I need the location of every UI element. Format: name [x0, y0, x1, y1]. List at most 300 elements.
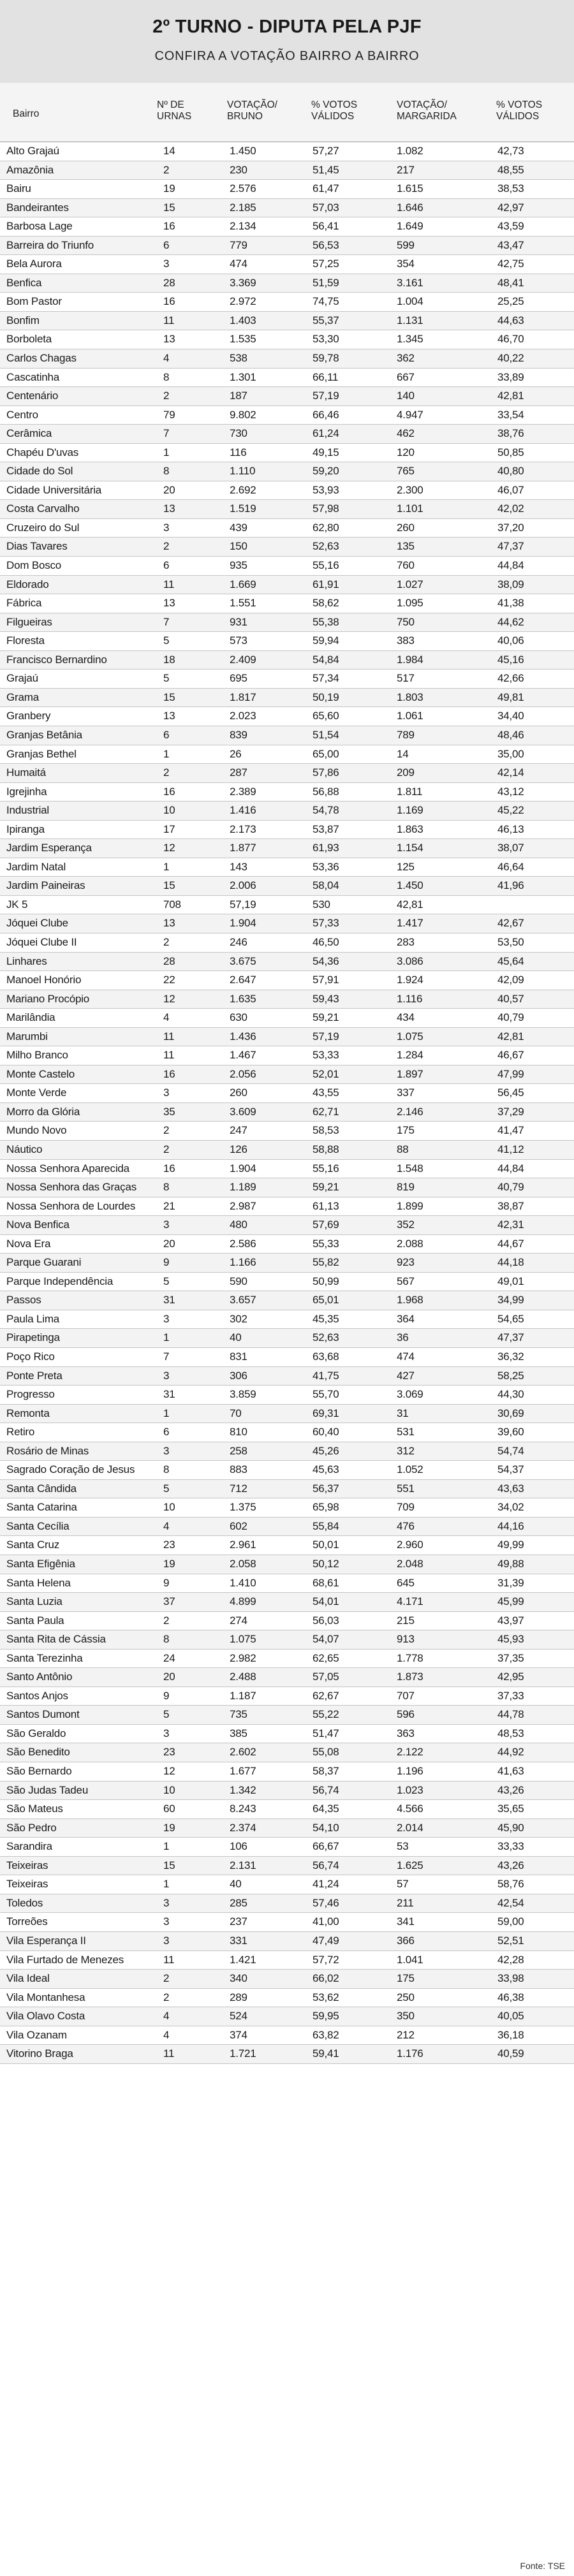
cell-votacao-margarida: 1.899	[397, 1199, 423, 1212]
cell-bairro: Benfica	[6, 276, 42, 289]
cell-votacao-margarida: 135	[397, 540, 415, 553]
cell-pct-margarida: 43,47	[497, 238, 524, 251]
cell-urnas: 1	[163, 1840, 170, 1853]
cell-pct-margarida: 34,40	[497, 710, 524, 722]
column-header-urnas: Nº DE URNAS	[157, 99, 192, 122]
table-row	[0, 199, 574, 218]
cell-pct-bruno: 61,93	[313, 842, 339, 854]
cell-votacao-bruno: 712	[230, 1482, 247, 1495]
cell-votacao-bruno: 2.576	[230, 182, 256, 195]
table-row	[0, 858, 574, 877]
cell-bairro: Santo Antônio	[6, 1671, 73, 1683]
cell-votacao-bruno: 2.961	[230, 1539, 256, 1551]
cell-votacao-margarida: 250	[397, 1991, 415, 2003]
cell-pct-margarida: 38,76	[497, 427, 524, 440]
table-row	[0, 500, 574, 519]
cell-pct-bruno: 58,53	[313, 1124, 339, 1137]
cell-votacao-bruno: 2.972	[230, 295, 256, 308]
cell-bairro: Barbosa Lage	[6, 220, 73, 233]
cell-votacao-bruno: 40	[230, 1878, 242, 1891]
cell-votacao-bruno: 237	[230, 1915, 247, 1928]
column-header-pct-margarida: % VOTOS VÁLIDOS	[496, 99, 543, 122]
cell-pct-bruno: 65,00	[313, 747, 339, 760]
cell-pct-margarida: 42,09	[497, 974, 524, 986]
cell-pct-margarida: 43,12	[497, 785, 524, 798]
cell-votacao-margarida: 2.960	[397, 1539, 423, 1551]
cell-votacao-margarida: 4.947	[397, 408, 423, 421]
cell-pct-margarida: 31,39	[497, 1576, 524, 1589]
cell-pct-bruno: 59,21	[313, 1011, 339, 1024]
cell-votacao-margarida: 750	[397, 615, 415, 628]
cell-votacao-margarida: 923	[397, 1256, 415, 1269]
cell-pct-bruno: 50,99	[313, 1275, 339, 1287]
table-row	[0, 1235, 574, 1254]
table-row	[0, 914, 574, 933]
cell-votacao-margarida: 1.803	[397, 691, 423, 703]
cell-votacao-bruno: 385	[230, 1727, 247, 1739]
cell-pct-margarida: 43,26	[497, 1859, 524, 1871]
table-row	[0, 369, 574, 388]
cell-pct-margarida: 46,13	[497, 823, 524, 835]
table-row	[0, 142, 574, 161]
cell-votacao-bruno: 374	[230, 2028, 247, 2041]
cell-pct-bruno: 55,16	[313, 1162, 339, 1175]
table-row	[0, 1498, 574, 1518]
cell-pct-bruno: 66,02	[313, 1972, 339, 1985]
cell-pct-bruno: 61,47	[313, 182, 339, 195]
cell-pct-margarida: 58,25	[497, 1369, 524, 1382]
cell-votacao-margarida: 1.811	[397, 785, 423, 798]
cell-bairro: Sarandira	[6, 1840, 52, 1853]
cell-pct-bruno: 49,15	[313, 446, 339, 458]
table-row	[0, 839, 574, 858]
cell-votacao-margarida: 337	[397, 1087, 415, 1099]
cell-bairro: Industrial	[6, 804, 49, 817]
cell-pct-bruno: 57,05	[313, 1671, 339, 1683]
cell-urnas: 9	[163, 1256, 170, 1269]
table-row	[0, 349, 574, 369]
cell-urnas: 60	[163, 1803, 175, 1815]
cell-pct-bruno: 61,24	[313, 427, 339, 440]
cell-urnas: 3	[163, 1312, 170, 1325]
cell-bairro: Santa Cândida	[6, 1482, 77, 1495]
cell-votacao-bruno: 3.859	[230, 1388, 256, 1401]
cell-pct-bruno: 54,84	[313, 653, 339, 666]
cell-pct-margarida: 50,85	[497, 446, 524, 458]
cell-pct-margarida: 35,00	[497, 747, 524, 760]
cell-votacao-bruno: 2.023	[230, 710, 256, 722]
cell-pct-bruno: 66,11	[313, 370, 339, 383]
table-row	[0, 2007, 574, 2026]
cell-bairro: São Bernardo	[6, 1765, 72, 1778]
cell-votacao-bruno: 1.075	[230, 1633, 256, 1646]
cell-pct-margarida: 46,67	[497, 1049, 524, 1062]
cell-votacao-margarida: 217	[397, 163, 415, 176]
cell-votacao-bruno: 1.403	[230, 314, 256, 326]
cell-bairro: Jardim Esperança	[6, 842, 92, 854]
cell-pct-bruno: 51,59	[313, 276, 339, 289]
cell-pct-bruno: 55,08	[313, 1746, 339, 1759]
cell-pct-margarida: 42,54	[497, 1896, 524, 1909]
cell-pct-bruno: 58,37	[313, 1765, 339, 1778]
cell-pct-bruno: 53,33	[313, 1049, 339, 1062]
cell-votacao-margarida: 260	[397, 521, 415, 534]
cell-votacao-bruno: 3.675	[230, 955, 256, 967]
cell-pct-margarida: 45,90	[497, 1821, 524, 1834]
cell-pct-margarida: 38,07	[497, 842, 524, 854]
cell-urnas: 13	[163, 710, 175, 722]
cell-votacao-margarida: 531	[397, 1426, 415, 1438]
cell-votacao-margarida: 140	[397, 390, 415, 402]
cell-pct-bruno: 54,36	[313, 955, 339, 967]
cell-votacao-bruno: 258	[230, 1444, 247, 1457]
cell-pct-bruno: 51,47	[313, 1727, 339, 1739]
cell-votacao-bruno: 590	[230, 1275, 247, 1287]
cell-pct-bruno: 61,13	[313, 1199, 339, 1212]
table-row	[0, 1103, 574, 1122]
table-row	[0, 933, 574, 953]
cell-pct-bruno: 53,93	[313, 483, 339, 496]
cell-pct-bruno: 62,71	[313, 1105, 339, 1118]
cell-pct-margarida: 46,38	[497, 1991, 524, 2003]
cell-urnas: 20	[163, 483, 175, 496]
cell-votacao-bruno: 2.982	[230, 1651, 256, 1664]
table-row	[0, 877, 574, 896]
cell-pct-margarida: 38,53	[497, 182, 524, 195]
cell-bairro: Cidade do Sol	[6, 465, 73, 478]
cell-pct-margarida: 58,76	[497, 1878, 524, 1891]
table-row	[0, 557, 574, 576]
cell-votacao-bruno: 287	[230, 766, 247, 779]
cell-votacao-margarida: 354	[397, 258, 415, 270]
cell-pct-margarida: 44,62	[497, 615, 524, 628]
cell-votacao-bruno: 3.609	[230, 1105, 256, 1118]
cell-votacao-bruno: 810	[230, 1426, 247, 1438]
cell-pct-bruno: 56,37	[313, 1482, 339, 1495]
cell-urnas: 3	[163, 1896, 170, 1909]
cell-bairro: Francisco Bernardino	[6, 653, 107, 666]
cell-votacao-bruno: 883	[230, 1463, 247, 1476]
cell-votacao-margarida: 599	[397, 238, 415, 251]
cell-bairro: Bandeirantes	[6, 201, 69, 214]
cell-votacao-margarida: 3.069	[397, 1388, 423, 1401]
cell-bairro: Santa Terezinha	[6, 1651, 83, 1664]
cell-bairro: São Judas Tadeu	[6, 1783, 89, 1796]
cell-pct-margarida: 48,46	[497, 728, 524, 741]
cell-bairro: Milho Branco	[6, 1049, 68, 1062]
cell-pct-bruno: 64,35	[313, 1803, 339, 1815]
cell-votacao-bruno: 302	[230, 1312, 247, 1325]
cell-votacao-bruno: 2.185	[230, 201, 256, 214]
cell-pct-bruno: 57,19	[313, 1030, 339, 1043]
cell-pct-bruno: 59,20	[313, 465, 339, 478]
table-row	[0, 632, 574, 651]
cell-votacao-bruno: 931	[230, 615, 247, 628]
cell-votacao-bruno: 3.657	[230, 1294, 256, 1306]
cell-pct-bruno: 57,33	[313, 917, 339, 930]
table-row	[0, 1216, 574, 1235]
cell-urnas: 4	[163, 2028, 170, 2041]
cell-pct-margarida: 41,47	[497, 1124, 524, 1137]
cell-urnas: 13	[163, 917, 175, 930]
cell-votacao-bruno: 1.904	[230, 1162, 256, 1175]
cell-votacao-bruno: 2.488	[230, 1671, 256, 1683]
table-row	[0, 1291, 574, 1310]
cell-pct-bruno: 57,03	[313, 201, 339, 214]
cell-pct-bruno: 45,63	[313, 1463, 339, 1476]
cell-bairro: Rosário de Minas	[6, 1444, 89, 1457]
table-row	[0, 1612, 574, 1631]
cell-urnas: 7	[163, 615, 170, 628]
cell-votacao-bruno: 1.375	[230, 1501, 256, 1514]
cell-urnas: 5	[163, 1275, 170, 1287]
cell-pct-margarida: 39,60	[497, 1426, 524, 1438]
cell-bairro: Floresta	[6, 634, 45, 647]
cell-votacao-margarida: 2.014	[397, 1821, 423, 1834]
cell-pct-bruno: 68,61	[313, 1576, 339, 1589]
cell-votacao-margarida: 31	[397, 1407, 409, 1419]
cell-urnas: 2	[163, 1124, 170, 1137]
cell-pct-margarida: 25,25	[497, 295, 524, 308]
cell-bairro: Cerâmica	[6, 427, 52, 440]
table-row	[0, 444, 574, 463]
column-header-bairro: Bairro	[13, 108, 40, 119]
cell-pct-margarida: 44,63	[497, 314, 524, 326]
cell-votacao-bruno: 57,19	[230, 898, 256, 911]
cell-pct-bruno: 53,62	[313, 1991, 339, 2003]
cell-votacao-margarida: 1.778	[397, 1651, 423, 1664]
cell-votacao-margarida: 1.131	[397, 314, 423, 326]
table-row	[0, 1894, 574, 1914]
cell-bairro: São Benedito	[6, 1746, 70, 1759]
table-row	[0, 1254, 574, 1273]
cell-bairro: Centenário	[6, 390, 59, 402]
cell-bairro: Eldorado	[6, 578, 49, 590]
cell-bairro: Sagrado Coração de Jesus	[6, 1463, 135, 1476]
cell-votacao-bruno: 2.987	[230, 1199, 256, 1212]
cell-votacao-margarida: 596	[397, 1708, 415, 1721]
cell-pct-margarida: 33,89	[497, 370, 524, 383]
cell-pct-margarida: 41,63	[497, 1765, 524, 1778]
cell-pct-bruno: 57,34	[313, 672, 339, 685]
cell-urnas: 15	[163, 1859, 175, 1871]
cell-bairro: Santa Cruz	[6, 1539, 60, 1551]
cell-bairro: Barreira do Triunfo	[6, 238, 94, 251]
cell-votacao-bruno: 8.243	[230, 1803, 256, 1815]
cell-pct-bruno: 530	[313, 898, 330, 911]
cell-pct-margarida: 42,67	[497, 917, 524, 930]
table-row	[0, 576, 574, 595]
cell-urnas: 11	[163, 1953, 175, 1966]
cell-urnas: 3	[163, 1915, 170, 1928]
cell-votacao-margarida: 1.061	[397, 710, 423, 722]
cell-pct-margarida: 43,26	[497, 1783, 524, 1796]
cell-votacao-bruno: 1.669	[230, 578, 256, 590]
table-row	[0, 1461, 574, 1480]
cell-pct-bruno: 57,72	[313, 1953, 339, 1966]
cell-pct-margarida: 40,06	[497, 634, 524, 647]
cell-bairro: Nossa Senhora Aparecida	[6, 1162, 129, 1175]
cell-pct-margarida: 42,66	[497, 672, 524, 685]
cell-pct-bruno: 57,19	[313, 390, 339, 402]
cell-pct-margarida: 40,22	[497, 352, 524, 365]
cell-pct-margarida: 42,73	[497, 145, 524, 157]
cell-pct-bruno: 56,53	[313, 238, 339, 251]
cell-votacao-bruno: 839	[230, 728, 247, 741]
cell-pct-margarida: 42,75	[497, 258, 524, 270]
cell-pct-margarida: 46,64	[497, 860, 524, 873]
cell-bairro: São Geraldo	[6, 1727, 66, 1739]
cell-votacao-bruno: 247	[230, 1124, 247, 1137]
cell-pct-bruno: 56,74	[313, 1859, 339, 1871]
cell-bairro: Vila Ozanam	[6, 2028, 67, 2041]
cell-votacao-margarida: 36	[397, 1331, 409, 1344]
cell-votacao-bruno: 2.409	[230, 653, 256, 666]
cell-votacao-bruno: 695	[230, 672, 247, 685]
cell-urnas: 3	[163, 1727, 170, 1739]
cell-urnas: 23	[163, 1539, 175, 1551]
cell-urnas: 13	[163, 597, 175, 610]
table-row	[0, 896, 574, 915]
cell-pct-margarida: 43,63	[497, 1482, 524, 1495]
table-row	[0, 1197, 574, 1217]
cell-pct-margarida: 41,12	[497, 1143, 524, 1155]
cell-votacao-margarida: 1.196	[397, 1765, 423, 1778]
cell-urnas: 12	[163, 1765, 175, 1778]
cell-urnas: 20	[163, 1671, 175, 1683]
cell-bairro: JK 5	[6, 898, 28, 911]
cell-pct-bruno: 65,01	[313, 1294, 339, 1306]
cell-bairro: Amazônia	[6, 163, 54, 176]
cell-votacao-bruno: 143	[230, 860, 247, 873]
cell-pct-margarida: 54,37	[497, 1463, 524, 1476]
cell-urnas: 15	[163, 879, 175, 892]
cell-pct-margarida: 44,18	[497, 1256, 524, 1269]
table-row	[0, 1970, 574, 1989]
cell-pct-bruno: 50,01	[313, 1539, 339, 1551]
cell-bairro: Borboleta	[6, 333, 52, 346]
table-row	[0, 1065, 574, 1085]
cell-votacao-margarida: 1.075	[397, 1030, 423, 1043]
cell-pct-margarida: 47,37	[497, 540, 524, 553]
cell-votacao-bruno: 831	[230, 1350, 247, 1363]
cell-votacao-margarida: 4.171	[397, 1595, 423, 1608]
cell-votacao-margarida: 352	[397, 1218, 415, 1231]
cell-votacao-bruno: 480	[230, 1218, 247, 1231]
cell-votacao-bruno: 2.692	[230, 483, 256, 496]
cell-urnas: 16	[163, 1162, 175, 1175]
cell-pct-bruno: 54,78	[313, 804, 339, 817]
table-row	[0, 2026, 574, 2045]
cell-bairro: Náutico	[6, 1143, 43, 1155]
cell-bairro: Centro	[6, 408, 38, 421]
cell-pct-margarida: 36,18	[497, 2028, 524, 2041]
cell-votacao-bruno: 1.187	[230, 1689, 256, 1702]
cell-votacao-bruno: 2.586	[230, 1237, 256, 1250]
cell-pct-margarida: 49,81	[497, 691, 524, 703]
cell-votacao-bruno: 538	[230, 352, 247, 365]
cell-pct-bruno: 56,03	[313, 1614, 339, 1627]
cell-urnas: 2	[163, 935, 170, 948]
cell-votacao-margarida: 1.023	[397, 1783, 423, 1796]
cell-votacao-bruno: 1.904	[230, 917, 256, 930]
table-row	[0, 180, 574, 199]
cell-pct-bruno: 57,98	[313, 502, 339, 515]
cell-urnas: 2	[163, 540, 170, 553]
cell-pct-bruno: 52,63	[313, 1331, 339, 1344]
cell-votacao-bruno: 116	[230, 446, 247, 458]
cell-urnas: 17	[163, 823, 175, 835]
cell-pct-bruno: 56,41	[313, 220, 339, 233]
cell-votacao-bruno: 779	[230, 238, 247, 251]
cell-pct-bruno: 62,65	[313, 1651, 339, 1664]
cell-bairro: Bom Pastor	[6, 295, 62, 308]
cell-votacao-margarida: 3.161	[397, 276, 423, 289]
table-row	[0, 1857, 574, 1876]
cell-urnas: 19	[163, 1558, 175, 1570]
cell-urnas: 1	[163, 1407, 170, 1419]
cell-bairro: Passos	[6, 1294, 41, 1306]
table-row	[0, 613, 574, 633]
cell-bairro: Grama	[6, 691, 39, 703]
cell-votacao-bruno: 285	[230, 1896, 247, 1909]
cell-urnas: 12	[163, 992, 175, 1005]
cell-pct-bruno: 59,78	[313, 352, 339, 365]
cell-bairro: Ponte Preta	[6, 1369, 63, 1382]
cell-urnas: 7	[163, 1350, 170, 1363]
cell-votacao-margarida: 1.649	[397, 220, 423, 233]
cell-bairro: Chapéu D'uvas	[6, 446, 79, 458]
cell-votacao-bruno: 935	[230, 559, 247, 572]
cell-urnas: 6	[163, 238, 170, 251]
cell-bairro: Jardim Paineiras	[6, 879, 85, 892]
cell-votacao-bruno: 2.056	[230, 1067, 256, 1080]
table-row	[0, 538, 574, 557]
cell-pct-bruno: 46,50	[313, 935, 339, 948]
cell-urnas: 3	[163, 521, 170, 534]
table-row	[0, 707, 574, 726]
cell-votacao-bruno: 1.635	[230, 992, 256, 1005]
cell-pct-margarida: 44,67	[497, 1237, 524, 1250]
cell-bairro: Cruzeiro do Sul	[6, 521, 80, 534]
cell-votacao-margarida: 4.566	[397, 1803, 423, 1815]
cell-votacao-bruno: 1.721	[230, 2047, 256, 2060]
cell-votacao-margarida: 209	[397, 766, 415, 779]
cell-urnas: 3	[163, 1218, 170, 1231]
cell-bairro: Manoel Honório	[6, 974, 82, 986]
cell-pct-margarida: 48,41	[497, 276, 524, 289]
cell-pct-bruno: 56,74	[313, 1783, 339, 1796]
cell-urnas: 13	[163, 502, 175, 515]
cell-bairro: Granjas Betânia	[6, 728, 82, 741]
cell-urnas: 28	[163, 955, 175, 967]
cell-pct-margarida: 53,50	[497, 935, 524, 948]
cell-votacao-bruno: 1.410	[230, 1576, 256, 1589]
cell-pct-margarida: 49,88	[497, 1558, 524, 1570]
cell-bairro: Bonfim	[6, 314, 40, 326]
cell-urnas: 2	[163, 1991, 170, 2003]
cell-pct-bruno: 50,12	[313, 1558, 339, 1570]
cell-pct-margarida: 42,14	[497, 766, 524, 779]
table-row	[0, 1009, 574, 1028]
table-row	[0, 255, 574, 274]
results-table	[0, 142, 574, 2064]
column-header-votacao-margarida: VOTAÇÃO/ MARGARIDA	[397, 99, 457, 122]
cell-urnas: 2	[163, 1143, 170, 1155]
table-row	[0, 1178, 574, 1197]
cell-pct-bruno: 55,70	[313, 1388, 339, 1401]
cell-bairro: Progresso	[6, 1388, 55, 1401]
